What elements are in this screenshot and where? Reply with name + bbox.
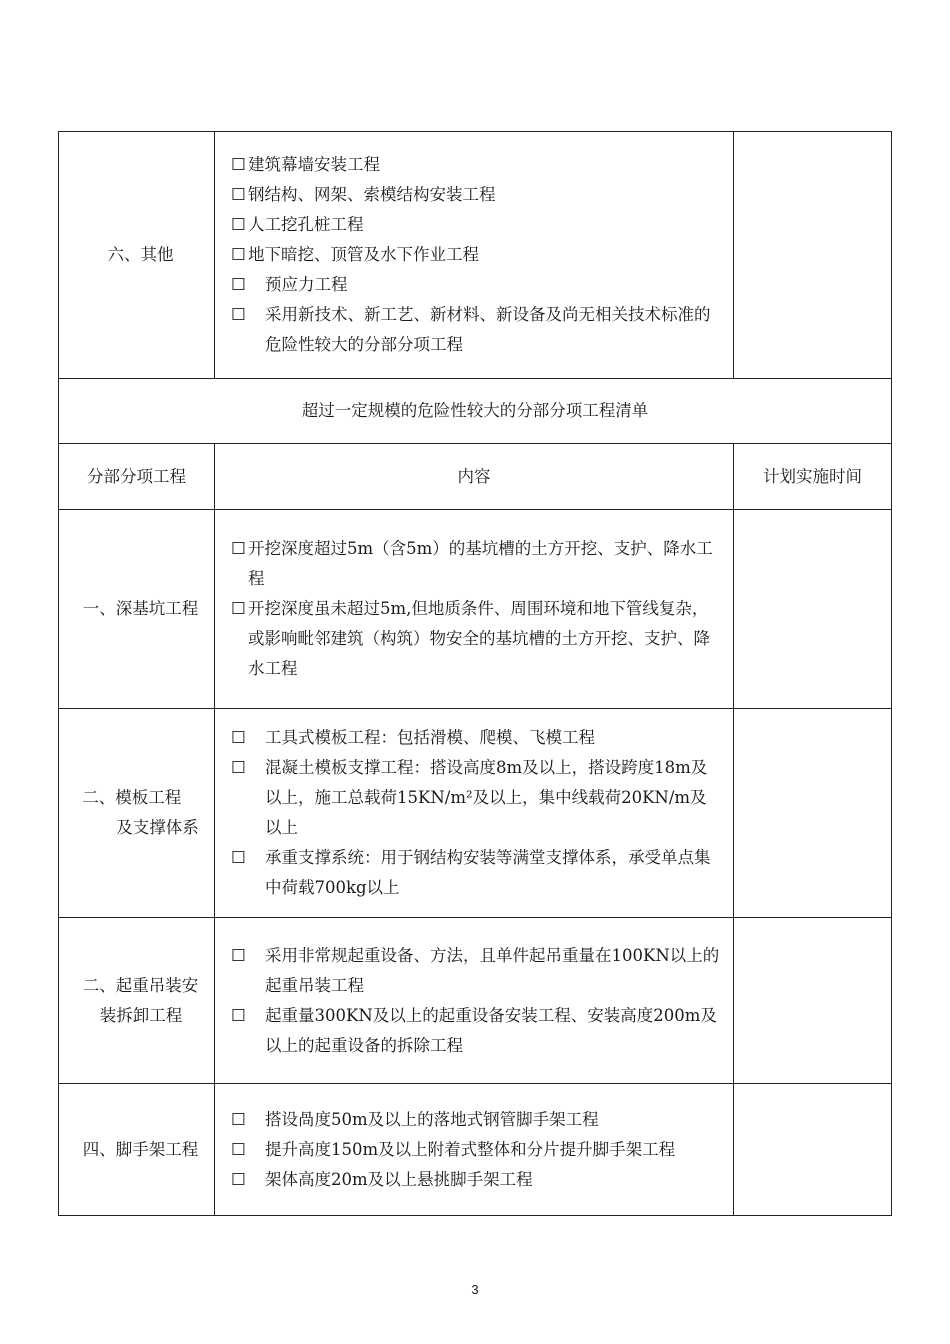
item-text: 钢结构、网架、索模结构安装工程 — [248, 185, 496, 204]
table-row-scaffolding — [59, 1084, 892, 1216]
category-label — [74, 783, 199, 843]
checkbox-icon[interactable]: ☐ — [231, 539, 246, 558]
table-row-section-title — [59, 379, 892, 444]
checkbox-icon[interactable]: ☐ — [231, 758, 246, 777]
content-cell — [215, 709, 734, 918]
category-label — [75, 971, 199, 1031]
list-item — [231, 150, 723, 180]
content-cell — [215, 1084, 734, 1216]
checkbox-icon[interactable]: ☐ — [231, 1169, 246, 1189]
checkbox-icon[interactable]: ☐ — [231, 215, 246, 234]
item-text: 预应力工程 — [265, 275, 348, 294]
list-item — [231, 594, 723, 684]
header-category: 分部分项工程 — [59, 444, 215, 510]
content-cell — [215, 132, 734, 379]
category-cell — [59, 1084, 215, 1216]
table-row-deep-foundation — [59, 510, 892, 709]
category-label: 六、其他 — [107, 245, 174, 264]
table-header-row — [59, 444, 892, 510]
item-text: 开挖深度虽未超过5m,但地质条件、周围环境和地下管线复杂，或影响毗邻建筑（构筑）物安全的基坑槽的土方开挖、支护、降水工程 — [248, 599, 710, 678]
item-text: 工具式模板工程：包括滑模、爬模、飞模工程 — [265, 728, 595, 747]
checkbox-icon[interactable]: ☐ — [231, 275, 246, 294]
page-number: 3 — [471, 1282, 479, 1297]
category-cell — [59, 709, 215, 918]
list-item — [231, 534, 723, 594]
checkbox-icon[interactable]: ☐ — [231, 1139, 246, 1159]
list-item — [231, 1105, 723, 1135]
list-item — [231, 1135, 723, 1165]
checkbox-icon[interactable]: ☐ — [231, 305, 246, 324]
category-line-2: 及支撑体系 — [116, 818, 199, 837]
item-text: 搭设咼度50m及以上的落地式钢管脚手架工程 — [265, 1109, 599, 1129]
checkbox-icon[interactable]: ☐ — [231, 245, 246, 264]
list-item — [231, 843, 723, 903]
schedule-cell[interactable] — [734, 709, 892, 918]
item-text: 提升高度150m及以上附着式整体和分片提升脚手架工程 — [265, 1139, 676, 1159]
schedule-cell[interactable] — [734, 510, 892, 709]
category-line-2: 装拆卸工程 — [99, 1005, 183, 1025]
list-item — [231, 300, 723, 360]
header-content: 内容 — [215, 444, 734, 510]
category-cell — [59, 918, 215, 1084]
list-item — [231, 240, 723, 270]
item-text: 地下暗挖、顶管及水下作业工程 — [248, 245, 479, 264]
checkbox-icon[interactable]: ☐ — [231, 1109, 246, 1129]
hazard-project-table — [58, 131, 892, 1216]
checkbox-icon[interactable]: ☐ — [231, 599, 246, 618]
header-schedule: 计划实施时间 — [734, 444, 892, 510]
category-label: 四、脚手架工程 — [82, 1139, 199, 1159]
content-cell — [215, 918, 734, 1084]
category-cell — [59, 132, 215, 379]
table-row-other — [59, 132, 892, 379]
list-item — [231, 753, 723, 843]
schedule-cell[interactable] — [734, 918, 892, 1084]
item-text: 架体高度20m及以上悬挑脚手架工程 — [265, 1169, 533, 1189]
checkbox-icon[interactable]: ☐ — [231, 728, 246, 747]
category-cell — [59, 510, 215, 709]
list-item — [231, 210, 723, 240]
item-text: 开挖深度超过5m（含5m）的基坑槽的土方开挖、支护、降水工程 — [248, 539, 713, 588]
checkbox-icon[interactable]: ☐ — [231, 1005, 246, 1025]
item-text: 建筑幕墙安装工程 — [248, 155, 380, 174]
item-text: 起重量300KN及以上的起重设备安装工程、安装高度200m及以上的起重设备的拆除工程 — [265, 1005, 717, 1055]
list-item — [231, 941, 723, 1001]
item-text: 承重支撑系统：用于钢结构安装等满堂支撑体系，承受单点集中荷载700kg以上 — [265, 848, 711, 897]
table-row-lifting — [59, 918, 892, 1084]
list-item — [231, 1001, 723, 1061]
table-row-formwork — [59, 709, 892, 918]
checkbox-icon[interactable]: ☐ — [231, 848, 246, 867]
list-item — [231, 1165, 723, 1195]
schedule-cell[interactable] — [734, 132, 892, 379]
content-cell — [215, 510, 734, 709]
item-text: 混凝土模板支撑工程：搭设高度8m及以上，搭设跨度18m及以上，施工总载荷15KN/m²及以上，集中线载荷20KN/m及以上 — [265, 758, 708, 837]
checkbox-icon[interactable]: ☐ — [231, 185, 246, 204]
category-line-1: 二、起重吊装安 — [82, 975, 199, 995]
section-title: 超过一定规模的危险性较大的分部分项工程清单 — [59, 379, 892, 444]
list-item — [231, 270, 723, 300]
category-label: 一、深基坑工程 — [82, 599, 199, 618]
category-line-1: 二、模板工程 — [82, 788, 182, 807]
schedule-cell[interactable] — [734, 1084, 892, 1216]
checkbox-icon[interactable]: ☐ — [231, 155, 246, 174]
item-text: 采用非常规起重设备、方法，且单件起吊重量在100KN以上的起重吊装工程 — [265, 945, 720, 995]
checkbox-icon[interactable]: ☐ — [231, 945, 246, 965]
item-text: 采用新技术、新工艺、新材料、新设备及尚无相关技术标准的危险性较大的分部分项工程 — [265, 305, 711, 354]
list-item — [231, 180, 723, 210]
item-text: 人工挖孔桩工程 — [248, 215, 364, 234]
list-item — [231, 723, 723, 753]
